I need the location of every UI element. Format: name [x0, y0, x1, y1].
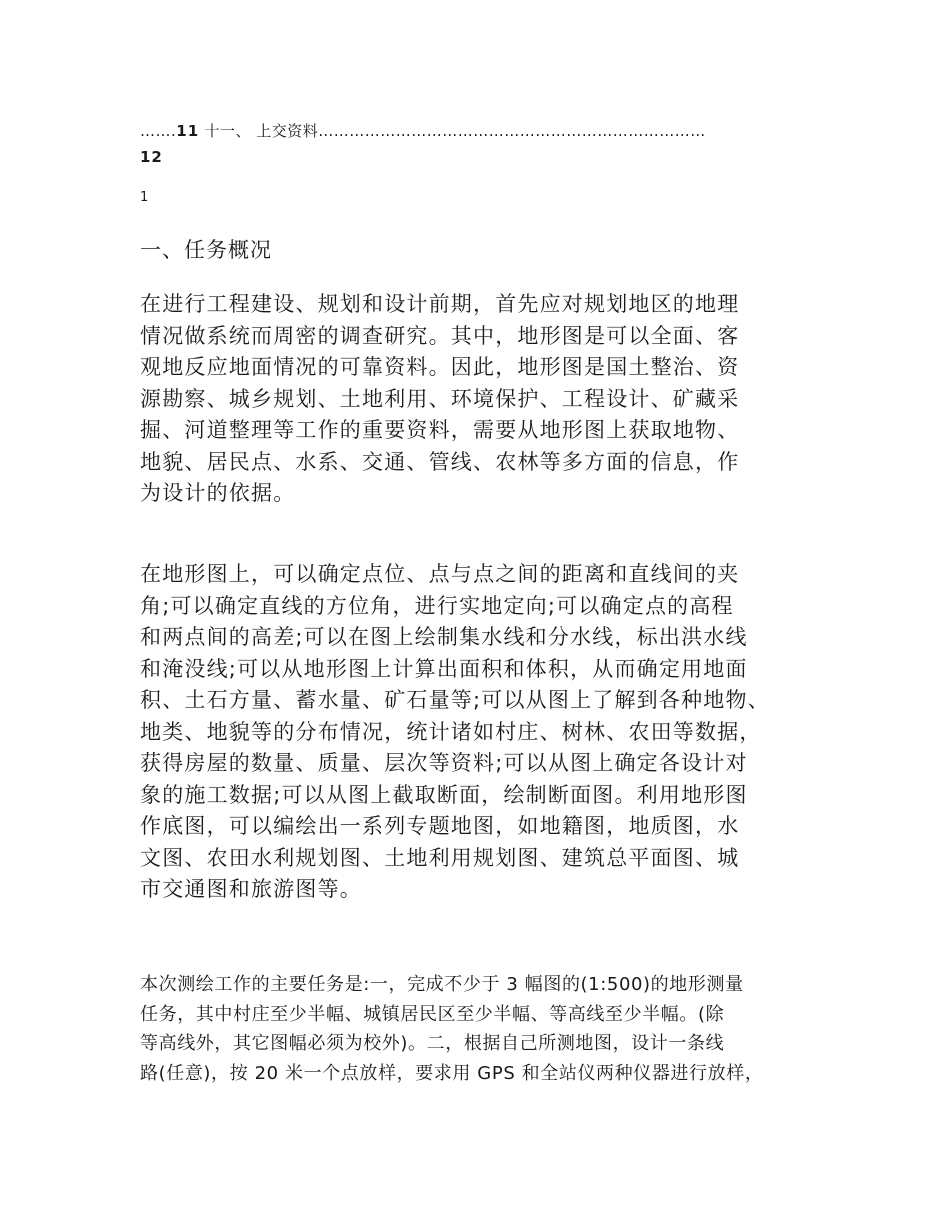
text-line: 角;可以确定直线的方位角，进行实地定向;可以确定点的高程: [140, 593, 734, 618]
text-line: 和淹没线;可以从地形图上计算出面积和体积，从而确定用地面: [140, 656, 748, 681]
text-line: 在进行工程建设、规划和设计前期，首先应对规划地区的地理: [140, 292, 740, 316]
text-line: 路(任意)，按 20 米一个点放样，要求用 GPS 和全站仪两种仪器进行放样，: [140, 1062, 764, 1084]
toc-page-number: 11: [176, 122, 200, 140]
section-heading: 一、任务概况: [140, 238, 272, 262]
text-line: 源勘察、城乡规划、土地利用、环境保护、工程设计、矿藏采: [140, 386, 740, 411]
paragraph-overview: [140, 289, 820, 510]
text-line: 为设计的依据。: [140, 481, 296, 505]
text-line: 等高线外，其它图幅必须为校外)。二，根据自己所测地图，设计一条线: [140, 1033, 725, 1054]
text-line: 作底图，可以编绘出一系列专题地图，如地籍图，地质图，水: [140, 814, 740, 838]
text-line: 地貌、居民点、水系、交通、管线、农林等多方面的信息，作: [140, 449, 740, 474]
toc-leader: …………………………………………………………………: [318, 122, 706, 140]
toc-leader: …….: [140, 122, 177, 140]
paragraph-main-tasks: [140, 970, 820, 1088]
text-line: 观地反应地面情况的可靠资料。因此，地形图是国土整治、资: [140, 355, 740, 379]
text-line: 文图、农田水利规划图、土地利用规划图、建筑总平面图、城: [140, 845, 740, 870]
text-line: 积、土石方量、蓄水量、矿石量等;可以从图上了解到各种地物、: [140, 688, 770, 712]
page-number: 1: [140, 190, 149, 205]
paragraph-map-uses: [140, 559, 820, 906]
text-line: 掘、河道整理等工作的重要资料，需要从地形图上获取地物、: [140, 418, 740, 442]
toc-entry[interactable]: [140, 118, 820, 170]
text-line: 地类、地貌等的分布情况，统计诸如村庄、树林、农田等数据，: [140, 719, 762, 744]
text-line: 在地形图上，可以确定点位、点与点之间的距离和直线间的夹: [140, 562, 740, 586]
toc-page-number: 12: [140, 148, 163, 166]
text-line: 本次测绘工作的主要任务是:一，完成不少于 3 幅图的(1:500)的地形测量: [140, 974, 744, 995]
text-line: 市交通图和旅游图等。: [140, 877, 362, 901]
text-line: 和两点间的高差;可以在图上绘制集水线和分水线，标出洪水线: [140, 625, 748, 649]
text-line: 获得房屋的数量、质量、层次等资料;可以从图上确定各设计对: [140, 751, 748, 775]
text-line: 任务，其中村庄至少半幅、城镇居民区至少半幅、等高线至少半幅。(除: [140, 1003, 725, 1025]
toc-entry-title: 十一、 上交资料: [204, 122, 319, 140]
text-line: 情况做系统而周密的调查研究。其中，地形图是可以全面、客: [140, 323, 740, 348]
text-line: 象的施工数据;可以从图上截取断面，绘制断面图。利用地形图: [140, 782, 748, 807]
